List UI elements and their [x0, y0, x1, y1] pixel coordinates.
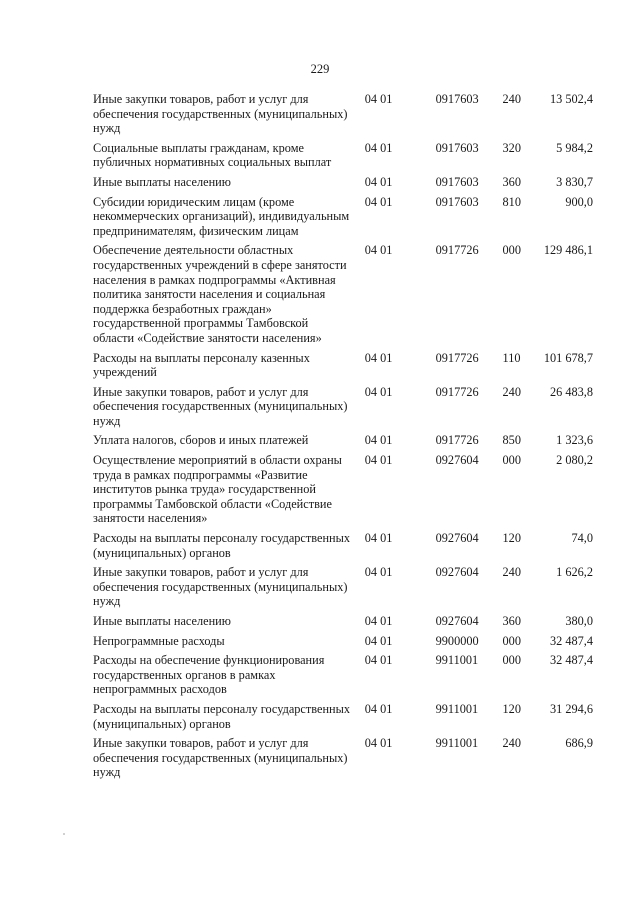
expense-name: Непрограммные расходы	[93, 633, 225, 648]
target-article-code: 0927604	[435, 565, 479, 580]
amount: 101 678,7	[543, 350, 594, 365]
expense-name: Расходы на обеспечение функционирования государственных органов в рамках непрограммных расходов	[93, 653, 325, 697]
amount: 1 626,2	[556, 565, 594, 580]
expense-type-code: 000	[502, 653, 521, 668]
page-number: 229	[310, 62, 330, 76]
expense-type-code: 240	[502, 92, 521, 106]
amount: 2 080,2	[556, 453, 594, 468]
expense-type-code: 240	[502, 736, 521, 751]
expense-name: Осуществление мероприятий в области охраны труда в рамках подпрограммы «Развитие институтов рынка труда» государственной программы Тамбовской области «Содействие занятости населения»	[93, 453, 342, 526]
section-code: 04 01	[364, 531, 393, 546]
target-article-code: 9911001	[435, 701, 479, 716]
table-row	[93, 531, 593, 560]
section-code: 04 01	[364, 614, 393, 628]
table-row	[93, 736, 593, 780]
table-row	[93, 243, 593, 345]
amount: 3 830,7	[556, 174, 594, 189]
target-article-code: 0917603	[435, 92, 479, 106]
expense-name: Социальные выплаты гражданам, кроме публичных нормативных социальных выплат	[93, 140, 332, 170]
expense-name: Субсидии юридическим лицам (кроме некоммерческих организаций), индивидуальным предпринимателям, физическим лицам	[93, 194, 350, 238]
expense-type-code: 000	[502, 453, 521, 468]
amount: 74,0	[571, 531, 594, 546]
table-row	[93, 565, 593, 609]
expense-type-code: 000	[502, 633, 521, 648]
amount: 32 487,4	[549, 653, 594, 668]
target-article-code: 0927604	[435, 453, 479, 468]
expense-name: Расходы на выплаты персоналу государственных (муниципальных) органов	[93, 701, 351, 731]
expense-name: Иные закупки товаров, работ и услуг для обеспечения государственных (муниципальных) нужд	[93, 565, 348, 609]
amount: 26 483,8	[549, 384, 594, 399]
table-row	[93, 351, 593, 380]
section-code: 04 01	[364, 140, 393, 155]
target-article-code: 9911001	[435, 653, 479, 668]
section-code: 04 01	[364, 433, 393, 448]
expense-type-code: 360	[502, 174, 521, 189]
expense-type-code: 000	[502, 243, 521, 258]
amount: 31 294,6	[549, 701, 594, 716]
expense-type-code: 240	[502, 565, 521, 580]
amount: 13 502,4	[549, 92, 594, 106]
table-row	[93, 453, 593, 526]
target-article-code: 0927604	[435, 614, 479, 628]
amount: 32 487,4	[549, 633, 594, 648]
section-code: 04 01	[364, 350, 393, 365]
section-code: 04 01	[364, 736, 393, 751]
section-code: 04 01	[364, 565, 393, 580]
section-code: 04 01	[364, 384, 393, 399]
target-article-code: 0917726	[435, 433, 479, 448]
table-row	[93, 92, 593, 136]
section-code: 04 01	[364, 653, 393, 668]
budget-table	[93, 92, 593, 785]
section-code: 04 01	[364, 92, 393, 106]
expense-type-code: 810	[502, 194, 521, 209]
target-article-code: 0917726	[435, 384, 479, 399]
amount: 380,0	[565, 614, 594, 628]
table-row	[93, 634, 593, 649]
amount: 900,0	[565, 194, 594, 209]
expense-type-code: 110	[502, 350, 521, 365]
target-article-code: 9911001	[435, 736, 479, 751]
expense-name: Иные закупки товаров, работ и услуг для обеспечения государственных (муниципальных) нужд	[93, 384, 348, 428]
expense-name: Иные закупки товаров, работ и услуг для обеспечения государственных (муниципальных) нужд	[93, 92, 348, 136]
expense-type-code: 240	[502, 384, 521, 399]
amount: 129 486,1	[543, 243, 594, 258]
table-row	[93, 653, 593, 697]
expense-name: Уплата налогов, сборов и иных платежей	[93, 433, 309, 448]
section-code: 04 01	[364, 453, 393, 468]
target-article-code: 0917603	[435, 140, 479, 155]
section-code: 04 01	[364, 194, 393, 209]
section-code: 04 01	[364, 701, 393, 716]
amount: 1 323,6	[556, 433, 594, 448]
expense-type-code: 850	[502, 433, 521, 448]
section-code: 04 01	[364, 243, 393, 258]
target-article-code: 0927604	[435, 531, 479, 546]
expense-type-code: 360	[502, 614, 521, 628]
expense-name: Расходы на выплаты персоналу государственных (муниципальных) органов	[93, 531, 351, 560]
expense-type-code: 120	[502, 531, 521, 546]
amount: 5 984,2	[556, 140, 594, 155]
target-article-code: 0917603	[435, 174, 479, 189]
target-article-code: 0917726	[435, 350, 479, 365]
expense-type-code: 320	[502, 140, 521, 155]
target-article-code: 9900000	[435, 633, 479, 648]
section-code: 04 01	[364, 174, 393, 189]
table-row	[93, 385, 593, 429]
expense-name: Иные закупки товаров, работ и услуг для обеспечения государственных (муниципальных) нужд	[93, 736, 348, 780]
expense-name: Иные выплаты населению	[93, 614, 231, 628]
amount: 686,9	[565, 736, 594, 751]
table-row	[93, 614, 593, 629]
expense-name: Иные выплаты населению	[93, 174, 231, 189]
table-row	[93, 195, 593, 239]
scan-artifact	[63, 833, 65, 835]
expense-type-code: 120	[502, 701, 521, 716]
table-row	[93, 141, 593, 170]
target-article-code: 0917603	[435, 194, 479, 209]
expense-name: Обеспечение деятельности областных государственных учреждений в сфере занятости населения в рамках подпрограммы «Активная политика занятости населения и социальная поддержка безработных граждан» государственной программы Тамбовской области «Содействие занятости населения»	[93, 243, 347, 345]
table-row	[93, 175, 593, 190]
expense-name: Расходы на выплаты персоналу казенных учреждений	[93, 350, 310, 380]
section-code: 04 01	[364, 633, 393, 648]
table-row	[93, 702, 593, 731]
table-row	[93, 433, 593, 448]
target-article-code: 0917726	[435, 243, 479, 258]
